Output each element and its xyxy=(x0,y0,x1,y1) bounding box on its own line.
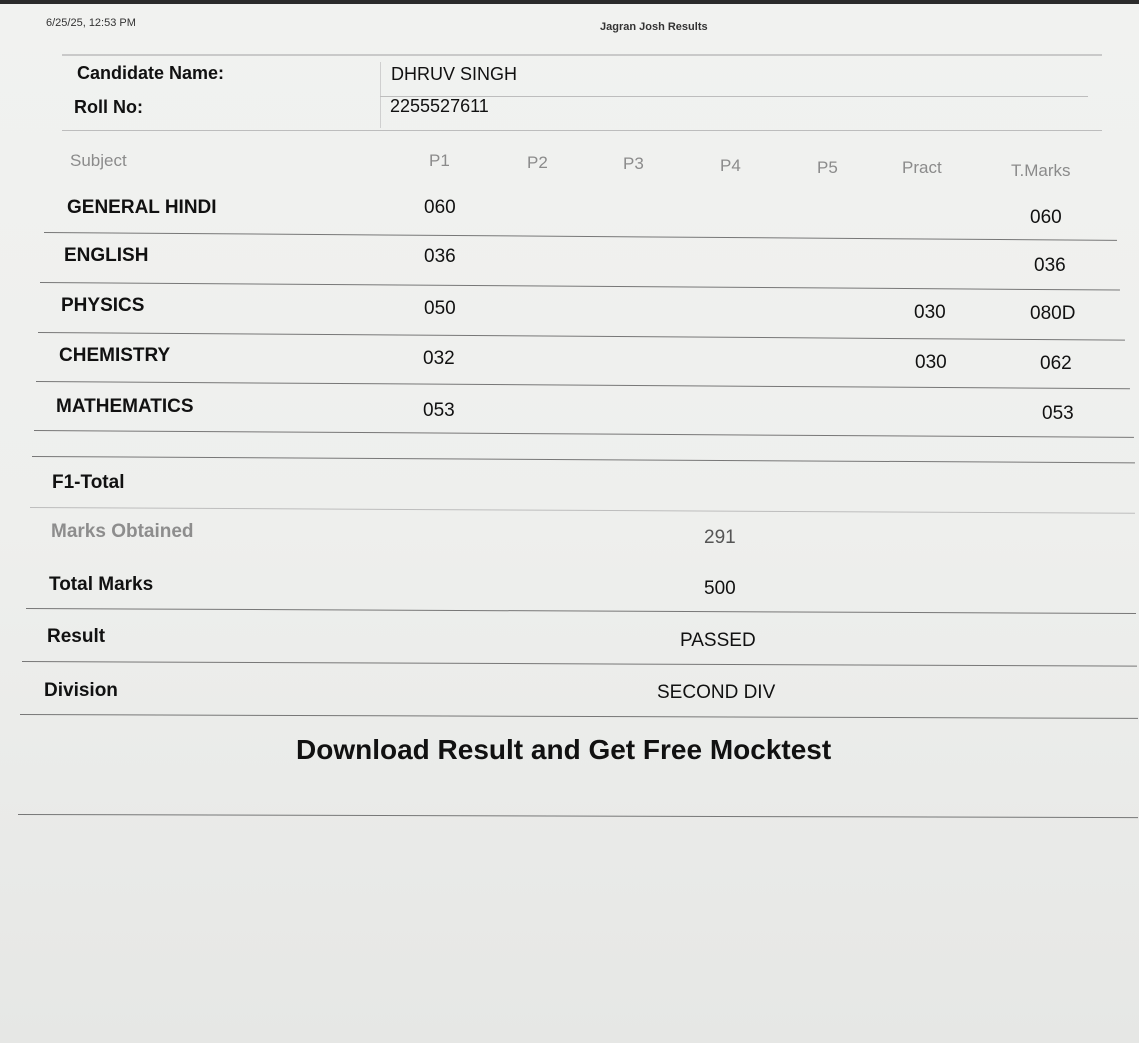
p1-marks: 053 xyxy=(423,400,455,421)
marks-obtained-value: 291 xyxy=(704,527,736,548)
info-bottom-line xyxy=(62,130,1102,131)
row-divider xyxy=(40,282,1120,291)
subject-name: MATHEMATICS xyxy=(56,396,194,417)
p1-marks: 060 xyxy=(424,197,456,218)
p1-marks: 050 xyxy=(424,298,456,319)
pract-marks: 030 xyxy=(914,302,946,323)
result-label: Result xyxy=(47,626,106,647)
subject-name: CHEMISTRY xyxy=(59,345,171,366)
col-header-p3: P3 xyxy=(623,154,644,173)
col-header-subject: Subject xyxy=(70,151,127,170)
download-result-link[interactable]: Download Result and Get Free Mocktest xyxy=(296,734,832,765)
division-label: Division xyxy=(44,680,118,701)
division-value: SECOND DIV xyxy=(657,682,776,703)
row-divider xyxy=(34,430,1134,438)
footer-divider xyxy=(18,814,1138,818)
row-divider xyxy=(38,332,1125,341)
total-marks-value: 500 xyxy=(704,578,736,599)
p1-marks: 036 xyxy=(424,246,456,267)
subject-name: PHYSICS xyxy=(61,295,145,316)
summary-divider xyxy=(30,507,1135,514)
total-marks-cell: 062 xyxy=(1040,353,1072,374)
result-value: PASSED xyxy=(680,630,756,651)
col-header-p2: P2 xyxy=(527,153,548,172)
pract-marks: 030 xyxy=(915,352,947,373)
roll-no-label: Roll No: xyxy=(74,97,143,117)
total-marks-cell: 080D xyxy=(1030,303,1076,324)
row-divider xyxy=(44,232,1117,241)
print-timestamp: 6/25/25, 12:53 PM xyxy=(46,17,136,29)
summary-divider xyxy=(22,661,1137,667)
col-header-p4: P4 xyxy=(720,156,741,175)
candidate-name-label: Candidate Name: xyxy=(77,63,225,83)
total-marks-cell: 036 xyxy=(1034,255,1066,276)
table-bottom-line xyxy=(32,456,1135,463)
roll-no-value: 2255527611 xyxy=(390,96,489,116)
total-marks-label: Total Marks xyxy=(49,574,154,595)
print-site-title: Jagran Josh Results xyxy=(600,21,708,33)
subject-name: GENERAL HINDI xyxy=(67,197,217,218)
info-divider xyxy=(380,62,381,128)
subject-name: ENGLISH xyxy=(64,245,149,266)
total-marks-cell: 053 xyxy=(1042,403,1074,424)
summary-divider xyxy=(20,714,1138,719)
col-header-p5: P5 xyxy=(817,158,838,177)
total-marks-cell: 060 xyxy=(1030,207,1062,228)
summary-divider xyxy=(26,608,1136,614)
marks-obtained-label: Marks Obtained xyxy=(51,521,194,542)
col-header-pract: Pract xyxy=(902,158,942,177)
f1-total-label: F1-Total xyxy=(52,472,125,493)
col-header-total-marks: T.Marks xyxy=(1011,161,1071,180)
row-divider xyxy=(36,381,1130,389)
printed-result-sheet xyxy=(0,4,1139,1043)
p1-marks: 032 xyxy=(423,348,455,369)
col-header-p1: P1 xyxy=(429,151,450,170)
candidate-name-value: DHRUV SINGH xyxy=(391,64,518,84)
